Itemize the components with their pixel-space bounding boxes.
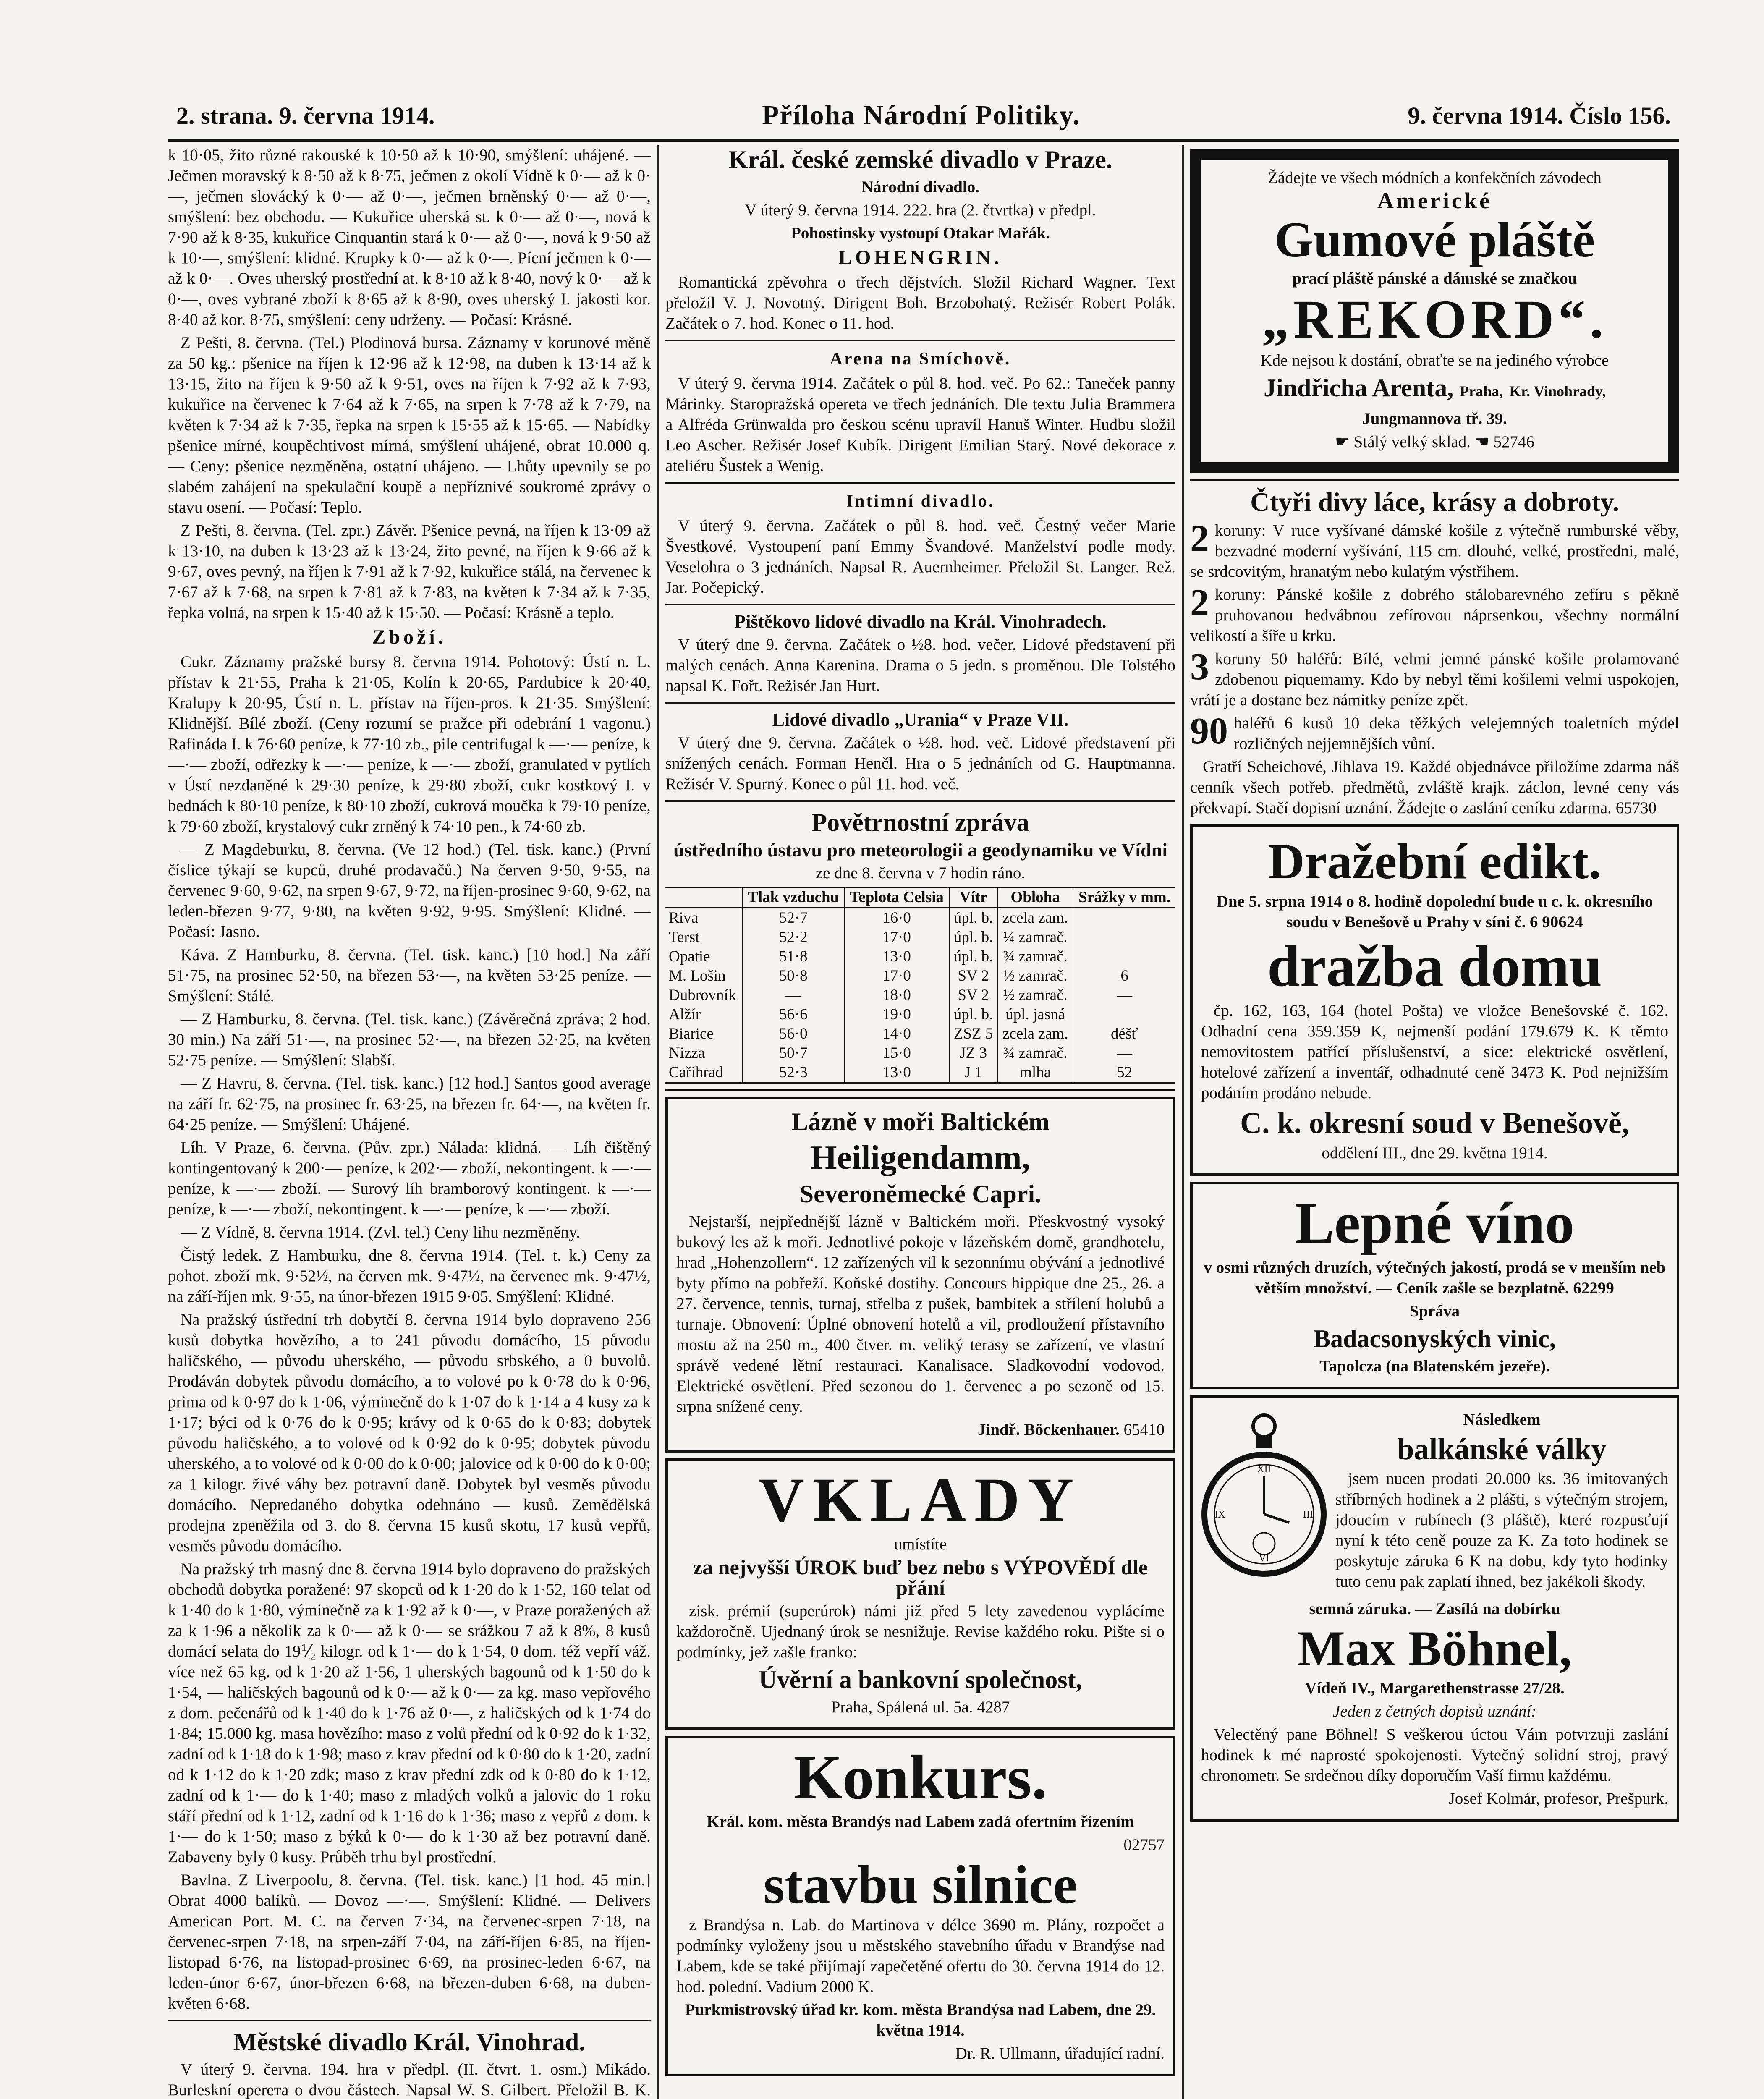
heiligendamm-ad bbox=[665, 1097, 1175, 1453]
svg-text:VI: VI bbox=[1259, 1553, 1269, 1564]
weather-cell: Biarice bbox=[669, 1025, 714, 1042]
weather-cell: 17·0 bbox=[844, 928, 949, 947]
weather-row bbox=[665, 947, 1175, 966]
weather-row bbox=[665, 908, 1175, 928]
ctyri-number: 65730 bbox=[1615, 799, 1657, 817]
goods-heading: Zboží. bbox=[372, 626, 447, 648]
wine-text: v osmi různých druzích, výtečných jakostí, prodá se v menším neb větším množství. — Ceník zašle se bezplatně. bbox=[1204, 1259, 1666, 1297]
weather-cell: JZ 3 bbox=[949, 1044, 997, 1063]
weather-row bbox=[665, 1063, 1175, 1083]
vinohrady-theatre-text: V úterý 9. června. 194. hra v předpl. (II. čtvrt. 1. osm.) Mikádo. Burleskní operета o dvou částech. Napsal W. S. Gilbert. Přeložil B. K. bbox=[168, 2060, 651, 2099]
svg-text:XII: XII bbox=[1257, 1464, 1271, 1475]
intimni-title: Intimní divadlo. bbox=[846, 492, 995, 511]
weather-cell: 52·7 bbox=[742, 908, 844, 928]
weather-cell: — bbox=[1073, 986, 1175, 1005]
ctyri-num-2: 2 bbox=[1190, 582, 1209, 623]
baltic-name: Heiligendamm, bbox=[811, 1139, 1030, 1176]
header-center: Příloha Národní Politiky. bbox=[762, 100, 1081, 131]
theatre-and-ads-column bbox=[665, 145, 1175, 2099]
wine-name: Badacsonyských vinic, bbox=[1314, 1325, 1556, 1353]
divider bbox=[665, 482, 1175, 484]
weather-table-header: Tlak vzduchu Teplota Celsia Vítr Obloha Srážky v mm. bbox=[665, 887, 1175, 908]
weather-cell: ZSZ 5 bbox=[949, 1024, 997, 1044]
weather-cell: mlha bbox=[997, 1063, 1073, 1083]
rekord-top: Žádejte ve všech módních a konfekčních závodech bbox=[1268, 169, 1602, 187]
weather-cell: ½ zamrač. bbox=[997, 966, 1073, 986]
wine-address: Tapolcza (na Blatenském jezeře). bbox=[1319, 1357, 1550, 1375]
weather-cell: déšť bbox=[1073, 1024, 1175, 1044]
edikt-text-1: Dne 5. srpna 1914 o 8. hodině dopolední bude u c. k. okresního soudu v Benešově u Prahy v síni č. 6 bbox=[1216, 892, 1653, 931]
ctyri-item-3: koruny 50 haléřů: Bílé, velmi jemné pánské košile prolamované zdobenou piquemamy. Kdo by nebyl těmi košilemi velmi uspokojen, vrátí je a dostane bez námitky peníze zpět. bbox=[1190, 650, 1679, 709]
pocket-watch-icon bbox=[1201, 1409, 1327, 1586]
weather-cell bbox=[1073, 908, 1175, 928]
weather-cell: Cařihrad bbox=[669, 1064, 723, 1081]
vklady-address: Praha, Spálená ul. 5a. bbox=[831, 1698, 973, 1716]
page-header bbox=[176, 97, 1671, 134]
weather-cell: 56·0 bbox=[742, 1024, 844, 1044]
weather-cell: 17·0 bbox=[844, 966, 949, 986]
vklady-title: VKLADY bbox=[759, 1465, 1082, 1535]
urania-text: V úterý dne 9. června. Začátek o ½8. hod. več. Lidové představení při snížených cenách. Forman Henčl. Hra o 5 jednáních od G. Hauptmanna. Režisér V. Spurný. Konec o půl 11. hod. več. bbox=[665, 734, 1175, 793]
watch-uznani: Jeden z četných dopisů uznání: bbox=[1332, 1702, 1537, 1720]
svg-text:IX: IX bbox=[1214, 1509, 1225, 1520]
konkurs-sign2: Dr. R. Ullmann, úřadující radní. bbox=[955, 2044, 1165, 2062]
weather-cell: úpl. b. bbox=[949, 947, 997, 966]
weather-row bbox=[665, 1005, 1175, 1024]
weather-cell: ¾ zamrač. bbox=[997, 947, 1073, 966]
konkurs-subtitle: Král. kom. města Brandýs nad Labem zadá ofertním řízením bbox=[707, 1813, 1134, 1831]
edikt-department: oddělení III., dne 29. května 1914. bbox=[1322, 1144, 1548, 1162]
header-left: 2. strana. 9. června 1914. bbox=[176, 102, 435, 129]
weather-cell: Riva bbox=[669, 909, 698, 926]
divider bbox=[665, 702, 1175, 704]
weather-cell: 18·0 bbox=[844, 986, 949, 1005]
watch-ad bbox=[1190, 1395, 1679, 1822]
weather-cell: 14·0 bbox=[844, 1024, 949, 1044]
weather-cell: zcela zam. bbox=[997, 908, 1073, 928]
pointing-hand-icon: ☚ bbox=[1474, 433, 1494, 451]
weather-cell bbox=[1073, 947, 1175, 966]
vklady-number: 4287 bbox=[977, 1698, 1010, 1716]
weather-cell: J 1 bbox=[949, 1063, 997, 1083]
divider bbox=[665, 604, 1175, 605]
header-right: 9. června 1914. Číslo 156. bbox=[1408, 102, 1671, 129]
column-divider bbox=[1182, 145, 1184, 2099]
rekord-ad bbox=[1190, 149, 1679, 473]
weather-row bbox=[665, 928, 1175, 947]
rekord-address: Jungmannova tř. 39. bbox=[1362, 410, 1507, 428]
ctyri-title: Čtyři divy láce, krásy a dobroty. bbox=[1250, 487, 1619, 517]
konkurs-text: z Brandýsa n. Lab. do Martinova v délce 3690 m. Plány, rozpočet a podmínky vyloženy jsou u městského stavebního úřadu v Brandýse nad Labem, kde se také přijímají zapečetěné ofertu do 30. června 1914 do 12. hod. polední. Vadium 2000 K. bbox=[676, 1916, 1165, 1996]
baltic-subtitle: Severoněmecké Capri. bbox=[799, 1180, 1042, 1208]
baltic-sign: Jindř. Böckenhauer. bbox=[978, 1421, 1120, 1439]
vinohrady-theatre-title: Městské divadlo Král. Vinohrad. bbox=[233, 2028, 586, 2056]
svg-text:III: III bbox=[1303, 1509, 1313, 1520]
weather-cell: 13·0 bbox=[844, 947, 949, 966]
watch-letter-sign: Josef Kolmár, profesor, Prešpurk. bbox=[1448, 1790, 1668, 1808]
baltic-text: Nejstarší, nejpřednější lázně v Baltickém moři. Přeskvostný vysoký bukový les až k moři. Jednotlivé pokoje v lázeňském domě, grandhotelu, hrad „Hohenzollern“. 12 zařízených vil k sezonnímu obývání a jednotlivé byty přímo na pobřeží. Koňské dostihy. Concours hippique dne 25., 26. a 27. července, tennis, turnaj, střelba z pušek, bambitek a střílení holubů a turnaje. Obnovení: Úplné obnovení hotelů a vil, prodloužení přístavního mostu až na 250 m., 400 čtver. m. veliký terasy se zařízení, ve vlastní správě vedené lětní restauraci. Kanalisace. Sladkovodní vodovod. Elektrické osvětlení. Před sezonou do 1. červenec a po sezoně od 15. srpna snížené ceny. bbox=[676, 1212, 1165, 1416]
ctyri-num-4: 90 bbox=[1190, 710, 1228, 752]
weather-table-body bbox=[665, 908, 1175, 1083]
edikt-title: Dražební edikt. bbox=[1268, 833, 1602, 889]
weather-cell: Nizza bbox=[669, 1044, 705, 1062]
weather-cell: 15·0 bbox=[844, 1044, 949, 1063]
divider bbox=[665, 800, 1175, 802]
baltic-number: 65410 bbox=[1123, 1421, 1165, 1439]
rekord-big: Gumové pláště bbox=[1274, 212, 1595, 267]
watch-text: jsem nucen prodati 20.000 ks. 36 imitovaných stříbrných hodinek a 2 plášti, s výtečným strojem, jdoucím v rubínech (3 pláště), které rozpusťují nyní k této ceně pouze za K. Za toto hodinek se poskytuje záruka 6 K na dobu, kdy tyto hodinky tuto cenu pak zaplatí ihned, bez jakékoli škody. bbox=[1335, 1470, 1668, 1591]
opera-text: Romantická zpěvohra o třech dějstvích. Složil Richard Wagner. Text přeložil V. J. Novotný. Dirigent Boh. Brzobohatý. Režisér Robert Polák. Začátek o 7. hod. Konec o 11. hod. bbox=[665, 273, 1175, 332]
ctyri-item-2: koruny: Pánské košile z dobrého stálobarevného zefíru s pěkně pruhovanou hedvábnou zefírovou náprsenkou, všechny normální velikostí a šíře u krku. bbox=[1190, 586, 1679, 645]
weather-cell bbox=[1073, 1005, 1175, 1024]
rekord-text: Kde nejsou k dostání, obraťte se na jediného výrobce bbox=[1260, 351, 1609, 369]
weather-row bbox=[665, 1044, 1175, 1063]
grain-pest-close-report: Z Pešti, 8. června. (Tel. zpr.) Závěr. Pšenice pevná, na říjen k 13·09 až k 13·10, na duben k 13·23 až k 13·24, žito pevné, na říjen k 9·66 až k 9·67, oves pevný, na říjen k 7·91 až k 7·92, kukuřice stálá, na červenec k 7·67 až k 7·68, na srpen k 7·81 až k 7·83, na květen k 7·34 až k 7·35, řepka volná, na srpen k 15·40 až k 15·50. — Počasí: Krásně a teplo. bbox=[168, 521, 651, 622]
rekord-name: Jindřicha Arenta, bbox=[1263, 374, 1454, 402]
rekord-number: 52746 bbox=[1493, 433, 1535, 451]
spirit-prague-report: Líh. V Praze, 6. června. (Pův. zpr.) Nálada: klidná. — Líh čištěný kontingentovaný k 200·— peníze, k 202·— zboží, nekontingent. k —·— peníze, k —·— zboží. — Surový líh bramborový kontingent. k —·— peníze, k —·— zboží, nekontingent. k —·— peníze, k —·— zboží. bbox=[168, 1138, 651, 1218]
header-rule bbox=[168, 139, 1679, 142]
wine-title: Lepné víno bbox=[1295, 1191, 1575, 1256]
watch-address: Vídeň IV., Margarethenstrasse 27/28. bbox=[1305, 1679, 1565, 1697]
weather-cell: 13·0 bbox=[844, 1063, 949, 1083]
weather-table bbox=[665, 887, 1175, 1084]
edikt-big: dražba domu bbox=[1267, 934, 1602, 999]
rekord-americke: Americké bbox=[1377, 188, 1492, 213]
ctyri-item-4: haléřů 6 kusů 10 deka těžkých velejemných toaletních mýdel rozličných nejjemnějších vůní. bbox=[1234, 714, 1679, 753]
weather-date: ze dne 8. června v 7 hodin ráno. bbox=[815, 864, 1026, 882]
watch-title: balkánské války bbox=[1397, 1432, 1607, 1466]
weather-cell: 50·7 bbox=[742, 1044, 844, 1063]
weather-cell: Dubrovník bbox=[669, 987, 736, 1004]
weather-cell: 52 bbox=[1073, 1063, 1175, 1083]
market-reports-column bbox=[168, 145, 651, 2099]
national-theatre-title: Král. české zemské divadlo v Praze. bbox=[728, 146, 1112, 173]
meat-market-report: Na pražský trh masný dne 8. června 1914 bylo dopraveno do pražských obchodů dobytka poražené: 97 skopců od k 1·20 do k 1·52, 160 telat od k 1·40 do k 1·80, výminečně za k 1·92 až k 0·—, v Praze poražených až za k 1·96 a několik za k 0·— až k 0·— se srážkou 7 až k 8%, 8 kusů domácí selata do 19⅟₂ kilogr. od k 1·— do k 1·54, 0 dom. též vepří váž. více než 65 kg. od k 1·20 až 1·56, 1 uherských bagounů od k 1·50 do k 1·54, — haličských bagounů od k 0·— až k 0·— za kg. maso vepřového z dom. pečenářů od k 1·40 do k 1·76 až 0·—, z haličských od k 1·74 do 1·84; 15.000 kg. masa hovězího: maso z volů přední od k 0·92 do k 1·32, zadní od k 1·18 do k 1·98; maso z krav přední od k 0·80 do k 1·20, zadní od k 1·12 do k 1·20 zdk; maso z krav přední zdk od k 0·80 do k 1·12, zadní od k 1·— do k 1·40; maso z mladých volků a jalovic do 1 roku stáří přední od k 1·12, zadní od k 1·16 do k 1·36; maso z vepřů z dom. k 1·— do k 1·50; maso z býků k 0·— do k 1·30 až bez potravní daně. Zabaveny byly 0 kusy. Průběh trhu byl prostřední. bbox=[168, 1560, 651, 1866]
coffee-havre-report: — Z Havru, 8. června. (Tel. tisk. kanc.) [12 hod.] Santos good average na září fr. 62·75, na prosinec fr. 63·25, na březen fr. 64·—, na květen fr. 64·25 peníze. — Smýšlení: Uhájené. bbox=[168, 1074, 651, 1133]
watch-letter: Velectěný pane Böhnel! S veškerou úctou Vám potvrzuji zaslání hodinek k mé naprosté spokojenosti. Vytečný solidní stroj, pravý chronometr. Se srdečnou díky doporučím Vaší firmu každému. bbox=[1201, 1725, 1668, 1785]
weather-row bbox=[665, 986, 1175, 1005]
watch-guarantee: semná záruka. — Zasílá na dobírku bbox=[1309, 1600, 1560, 1618]
weather-cell: 52·3 bbox=[742, 1063, 844, 1083]
weather-cell: ½ zamrač. bbox=[997, 986, 1073, 1005]
wine-number: 62299 bbox=[1573, 1279, 1614, 1297]
weather-row bbox=[665, 1024, 1175, 1044]
wine-sprava: Správa bbox=[1409, 1302, 1460, 1320]
pistek-text: V úterý dne 9. června. Začátek o ½8. hod. večer. Lidové představení při malých cenách. Anna Karenina. Drama o 5 jedn. s proměnou. Dle Tolstého napsal K. Fořt. Režisér Jan Hurt. bbox=[665, 636, 1175, 695]
weather-row bbox=[665, 966, 1175, 986]
grain-vienna-report: k 10·05, žito různé rakouské k 10·50 až k 10·90, smýšlení: uhájené. — Ječmen moravský k 8·50 až k 8·75, ječmen z okolí Vídně k 0·— až k 0·—, ječmen slovácký k 0·— až 0·—, ječmen brněnský 0·— až 0·—, smýšlení: bez obchodu. — Kukuřice uherská st. k 0·— až 0·—, nová k 7·90 až k 8·35, kukuřice Cinquantin stará k 0·— až 0·—, nová k 9·50 až k 10·—, smýšlení: klidné. Krupky k 0·— až k 0·—. Pícní ječmen k 0·— až k 0·—. Oves uherský prostřední at. k 8·10 až k 8·40, nový k 0·— až k 0·—, oves vybrané zboží k 8·65 až k 8·90, oves uherský I. jakosti kor. 8·40 až kor. 8·75, smýšlení: ceny udrženy. — Počasí: Krásné. bbox=[168, 146, 651, 329]
weather-cell: M. Lošin bbox=[669, 967, 726, 984]
advertisements-column bbox=[1190, 145, 1679, 2099]
rekord-stock: Stálý velký sklad. bbox=[1353, 433, 1471, 451]
rekord-mark: „REKORD“. bbox=[1261, 289, 1608, 350]
national-theatre-line: V úterý 9. června 1914. 222. hra (2. čtvrtka) v předpl. bbox=[745, 201, 1096, 219]
weather-cell: zcela zam. bbox=[997, 1024, 1073, 1044]
cotton-report: Bavlna. Z Liverpoolu, 8. června. (Tel. tisk. kanc.) [1 hod. 45 min.] Obrat 4000 balíků. — Dovoz —·—. Smýšlení: Klidné. — Delivers American Port. M. C. na červen 7·34, na červenec-srpen 7·18, na červenec-srpen 7·18, na srpen-září 7·04, na září-říjen 6·85, na říjen-listopad 6·76, na listopad-prosinec 6·69, na prosinec-leden 6·67, na leden-únor 6·67, únor-březen 6·68, na březen-duben 6·68, na duben-květen 6·68. bbox=[168, 1871, 651, 2013]
weather-cell: — bbox=[742, 986, 844, 1005]
national-theatre-sub: Národní divadlo. bbox=[861, 178, 980, 196]
ctyri-item-1: koruny: V ruce vyšívané dámské košile z výtečně rumburské věby, bezvadné moderní vyšívání, 115 cm. dlouhé, velké, prostředni, malé, se srdcovitým, hranatým nebo kulatým výstřihem. bbox=[1190, 521, 1679, 581]
spirit-vienna-report: — Z Vídně, 8. června 1914. (Zvl. tel.) Ceny lihu nezměněny. bbox=[181, 1223, 580, 1241]
ctyri-num-1: 2 bbox=[1190, 518, 1209, 559]
weather-cell bbox=[1073, 928, 1175, 947]
divider bbox=[665, 1089, 1175, 1091]
vklady-bank: Úvěrní a bankovní společnost, bbox=[759, 1666, 1082, 1693]
grain-pest-report: Z Pešti, 8. června. (Tel.) Plodinová bursa. Záznamy v korunové měně za 50 kg.: pšenice na říjen k 12·96 až k 12·98, na duben k 13·14 až k 13·15, žito na říjen k 9·50 až k 9·51, oves na říjen k 7·92 až k 7·93, kukuřice na červenec k 7·64 až k 7·65, na srpen k 7·78 až k 7·79, na květen k 7·34 až k 7·35, řepka na srpen k 15·55 až k 15·65. — Nabídky pšenice mírné, koupěchtivost mírná, smýšlení uhájené, obrat 10.000 q. — Ceny: pšenice nezměněna, ostatní uhájeno. — Lhůty upevnily se po slabém zahájení na spekulační koupě a nepříznivé soukromé zprávy o stavu osení. — Počasí: Teplo. bbox=[168, 334, 651, 516]
weather-cell: 51·8 bbox=[742, 947, 844, 966]
edikt-text-2: čp. 162, 163, 164 (hotel Pošta) ve vložce Benešovské č. 162. Odhadní cena 359.359 K, nejmenší podání 179.679 K. K těmto nemovitostem patřící příslušenství, a sice: elektrické osvětlení, hotelové zařízení a inventář, odhadnuté ceně 3473 K. Pod nejnižším podáním prodáno nebude. bbox=[1201, 1002, 1668, 1102]
rekord-subtitle: prací pláště pánské a dámské se značkou bbox=[1292, 270, 1577, 288]
wine-ad bbox=[1190, 1182, 1679, 1389]
watch-seller-name: Max Böhnel, bbox=[1297, 1620, 1572, 1676]
vklady-umistite: umístíte bbox=[894, 1535, 947, 1553]
weather-cell: Opatie bbox=[669, 948, 710, 965]
weather-cell: Terst bbox=[669, 929, 700, 946]
coffee-hamburg-report: Káva. Z Hamburku, 8. června. (Tel. tisk. kanc.) [10 hod.] Na září 51·75, na prosinec 52·50, na březen 53·—, na květen 53·25 peníze. — Smýšlení: Stálé. bbox=[168, 946, 651, 1005]
vklady-ad bbox=[665, 1458, 1175, 1730]
divider bbox=[1190, 479, 1679, 481]
pistek-title: Pištěkovo lidové divadlo na Král. Vinohradech. bbox=[734, 611, 1107, 632]
weather-cell: úpl. b. bbox=[949, 908, 997, 928]
vklady-line: za nejvyšší ÚROK buď bez nebo s VÝPOVĚDÍ dle přání bbox=[693, 1555, 1148, 1599]
weather-cell: 50·8 bbox=[742, 966, 844, 986]
konkurs-sign: Purkmistrovský úřad kr. kom. města Brandýsa nad Labem, dne 29. května 1914. bbox=[685, 2001, 1156, 2039]
konkurs-number: 02757 bbox=[1123, 1836, 1165, 1854]
ctyri-num-3: 3 bbox=[1190, 646, 1209, 688]
divider bbox=[168, 2020, 651, 2021]
konkurs-big: stavbu silnice bbox=[763, 1855, 1078, 1915]
divider bbox=[665, 340, 1175, 341]
vklady-text: zisk. prémií (superúrok) námi již před 5 lety zavedenou vyplácíme každoročně. Ujednaný úrok se nesnižuje. Revise každého roku. Pište si o podmínky, jež zašle franko: bbox=[676, 1602, 1165, 1661]
weather-cell: — bbox=[1073, 1044, 1175, 1063]
weather-title: Povětrnostní zpráva bbox=[811, 809, 1029, 836]
coffee-hamburg-close-report: — Z Hamburku, 8. června. (Tel. tisk. kanc.) (Závěrečná zpráva; 2 hod. 30 min.) Na září 51·—, na prosinec 52·—, na březen 52·25, na květen 52·75 peníze. — Smýšlení: Slabší. bbox=[168, 1010, 651, 1069]
weather-cell: SV 2 bbox=[949, 966, 997, 986]
rekord-praha: Praha, bbox=[1460, 383, 1503, 400]
watch-nasledkem: Následkem bbox=[1463, 1411, 1541, 1429]
opera-title: LOHENGRIN. bbox=[838, 246, 1002, 269]
ctyri-sign: Gratří Scheichové, Jihlava 19. Každé objednávce přiložíme zdarma náš cenník všech potřeb. předmětů, zvláště krajk. záclon, levné ceny vás překvapí. Stačí dopisní uznání. Žádejte o zaslání ceníku zdarma. bbox=[1190, 758, 1679, 817]
arena-text: V úterý 9. června 1914. Začátek o půl 8. hod. več. Po 62.: Taneček panny Márinky. Staropražská opereta ve třech jednáních. Dle textu Julia Brammera a Alfréda Grünwalda pro českou scénu upravil Hanuš Winter. Hudbu složil Leo Ascher. Režisér Josef Kubík. Dirigent Emilian Starý. Nové dekorace z ateliéru Šustek a Wenig. bbox=[665, 374, 1175, 475]
intimni-text: V úterý 9. června. Začátek o půl 8. hod. več. Čestný večer Marie Švestkové. Vystoupení paní Emmy Švandové. Manželství podle mody. Veselohra o 3 jednáních. Napsal R. Auernheimer. Přeložil St. Langer. Rež. Jar. Počepický. bbox=[665, 517, 1175, 597]
column-divider bbox=[657, 145, 659, 2099]
urania-title: Lidové divadlo „Urania“ v Praze VII. bbox=[772, 709, 1069, 730]
weather-cell: ¾ zamrač. bbox=[997, 1044, 1073, 1063]
pointing-hand-icon: ☛ bbox=[1335, 433, 1354, 451]
weather-cell: ¼ zamrač. bbox=[997, 928, 1073, 947]
weather-subtitle: ústředního ústavu pro meteorologii a geodynamiku ve Vídni bbox=[673, 839, 1167, 861]
weather-cell: SV 2 bbox=[949, 986, 997, 1005]
konkurs-ad bbox=[665, 1736, 1175, 2076]
drazebni-edikt-ad bbox=[1190, 824, 1679, 1176]
baltic-title: Lázně v moři Baltickém bbox=[791, 1108, 1050, 1136]
sugar-report: Cukr. Záznamy pražské bursy 8. června 1914. Pohotový: Ústí n. L. přístav k 21·55, Praha k 21·05, Kolín k 20·65, Pardubice k 20·40, Kralupy k 20·95, Ústí n. L. přístav na říjen-pros. k 21·35. Smýšlení: Klidnější. Bílé zboží. (Ceny rozumí se pražce při odebrání 1 vagonu.) Rafináda I. k 76·60 peníze, k 77·10 zb., pile centrifugal k —·— peníze, k —·— zboží, odřezky k —·— peníze, k —·— zboží, granulated v pytlích v Ústí nezdaněné k 29·30 peníze, k 29·80 zboží, cukr kostkový I. v bednách k 80·10 peníze, k 80·10 zboží, cukrová moučka k 79·10 peníze, k 79·60 zboží, krystalový cukr zrněný k 74·10 pen., k 74·60 zb. bbox=[168, 653, 651, 835]
cattle-market-report: Na pražský ústřední trh dobytčí 8. června 1914 bylo dopraveno 256 kusů dobytka hovězího, a to 241 původu domácího, 15 původu haličského, — původu uherského, — původu srbského, a 0 buvolů. Prodáván dobytek původu domácího, a to volové po k 0·78 do k 0·96, prima od k 0·97 do k 1·06, výminečně do k 1·07 do k 1·14 a 4 kusy za k 1·17; býci od k 0·76 do k 0·95; krávy od k 0·65 do k 0·83; dobytek původu haličského, a to volové od k 0·92 do k 0·95; dobytek původu uherského, a to volové od k 0·00 do k 0·00; jalovice od k 0·00 do k 0·00; za 1 kilogr. živé váhy bez potravní daně. Dobytek byl vesměs původu domácího. Nepredaného dobytka odehnáno — kusů. Zemědělská prodejna zpeněžila od 3. do 8. června 15 kusů skotu, 17 kusů vepřů, vesměs původu domácího. bbox=[168, 1311, 651, 1555]
weather-cell: 6 bbox=[1073, 966, 1175, 986]
arena-title: Arena na Smíchově. bbox=[830, 349, 1011, 369]
konkurs-title: Konkurs. bbox=[793, 1743, 1047, 1812]
edikt-number: 90624 bbox=[1542, 913, 1583, 931]
weather-cell: úpl. jasná bbox=[997, 1005, 1073, 1024]
sugar-magdeburg-report: — Z Magdeburku, 8. června. (Ve 12 hod.) (Tel. tisk. kanc.) (První číslice týkají se kupců, druhé prodavačů.) Na červen 9·50, 9·55, na červenec 9·60, 9·62, na srpen 9·67, 9·72, na říjen-prosinec 9·60, 9·62, na leden-březen 9·77, 9·80, na květen 9·92, 9·95. Smýšlení: Klidné. — Počasí: Jasno. bbox=[168, 840, 651, 941]
edikt-court: C. k. okresní soud v Benešově, bbox=[1240, 1106, 1629, 1140]
weather-cell: Alžír bbox=[669, 1006, 701, 1023]
national-theatre-guest: Pohostinsky vystoupí Otakar Mařák. bbox=[791, 224, 1050, 242]
weather-cell: 16·0 bbox=[844, 908, 949, 928]
weather-cell: 56·6 bbox=[742, 1005, 844, 1024]
saltpeter-report: Čistý ledek. Z Hamburku, dne 8. června 1914. (Tel. t. k.) Ceny za pohot. zboží mk. 9·52½, na červen mk. 9·47½, na červenec mk. 9·47½, na září-říjen mk. 9·55, na únor-březen 1915 9·05. Smýšlení: Klidné. bbox=[168, 1246, 651, 1306]
rekord-city: Kr. Vinohrady, bbox=[1509, 383, 1606, 400]
weather-cell: 52·2 bbox=[742, 928, 844, 947]
weather-cell: úpl. b. bbox=[949, 1005, 997, 1024]
weather-cell: úpl. b. bbox=[949, 928, 997, 947]
weather-cell: 19·0 bbox=[844, 1005, 949, 1024]
